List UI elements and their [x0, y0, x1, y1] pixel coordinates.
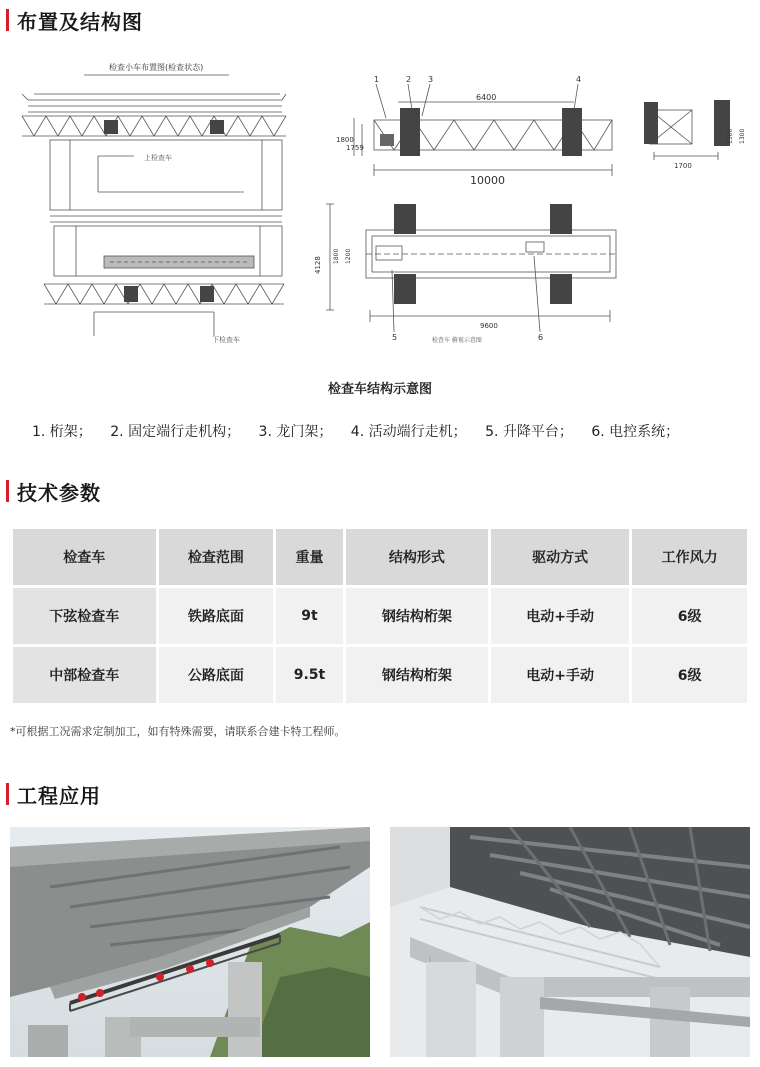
section-title-application — [6, 779, 101, 809]
section-title-text: 技术参数 — [17, 480, 101, 505]
table-header-cell: 检查范围 — [159, 529, 274, 585]
part-item: 5. 升降平台； — [485, 424, 573, 440]
dim-10000: 10000 — [470, 174, 505, 187]
layout-drawing — [22, 62, 286, 344]
title-accent-bar — [6, 783, 9, 805]
table-cell: 下弦检查车 — [13, 588, 156, 644]
table-header-cell: 驱动方式 — [491, 529, 629, 585]
cross-section — [644, 100, 746, 170]
table-header-cell: 工作风力 — [632, 529, 747, 585]
section-title-layout — [6, 5, 143, 35]
section-title-text: 布置及结构图 — [17, 9, 143, 34]
custom-note: *可根据工况需求定制加工，如有特殊需要，请联系合建卡特工程师。 — [10, 725, 346, 738]
parts-list — [32, 421, 693, 441]
section-title-params — [6, 476, 101, 506]
drawing-caption: 检查车结构示意图 — [327, 382, 432, 397]
dim-1759: 1759 — [346, 144, 364, 152]
application-photo-2 — [390, 827, 750, 1057]
application-photo-1 — [10, 827, 370, 1057]
table-cell: 铁路底面 — [159, 588, 274, 644]
dim-1800b: 1800 — [333, 248, 340, 264]
dim-6400: 6400 — [476, 93, 497, 102]
table-cell: 6级 — [632, 647, 747, 703]
table-cell: 9t — [276, 588, 342, 644]
upper-car-note: 上检查车 — [144, 154, 172, 162]
part-item: 2. 固定端行走机构； — [110, 424, 241, 440]
part-item: 6. 电控系统； — [591, 424, 680, 440]
table-cell: 6级 — [632, 588, 747, 644]
truss-elevation — [336, 75, 612, 187]
table-cell: 中部检查车 — [13, 647, 156, 703]
callout-2: 2 — [406, 75, 412, 84]
lower-car-note: 下检查车 — [212, 336, 240, 344]
table-cell: 9.5t — [276, 647, 342, 703]
spec-table — [10, 526, 750, 706]
callout-5: 5 — [392, 333, 398, 342]
callout-6: 6 — [538, 333, 544, 342]
dim-1200: 1200 — [345, 248, 352, 264]
title-accent-bar — [6, 9, 9, 31]
table-cell: 电动+手动 — [491, 647, 629, 703]
part-item: 4. 活动端行走机； — [350, 424, 467, 440]
callout-1: 1 — [374, 75, 380, 84]
section-title-text: 工程应用 — [17, 783, 101, 808]
title-accent-bar — [6, 480, 9, 502]
table-header-cell: 检查车 — [13, 529, 156, 585]
dim-1300: 1300 — [739, 128, 746, 144]
dim-9600: 9600 — [480, 322, 498, 330]
plan-note: 检查车 俯视示意图 — [432, 337, 482, 344]
table-cell: 公路底面 — [159, 647, 274, 703]
callout-4: 4 — [576, 75, 582, 84]
part-item: 1. 桁架； — [32, 424, 92, 440]
dim-1700: 1700 — [674, 162, 692, 170]
table-row — [13, 588, 747, 644]
table-header-cell: 结构形式 — [346, 529, 489, 585]
dim-4128: 4128 — [314, 256, 322, 274]
part-item: 3. 龙门架； — [258, 424, 333, 440]
dim-1800: 1800 — [336, 136, 354, 144]
table-cell: 电动+手动 — [491, 588, 629, 644]
plan-view — [314, 204, 616, 344]
layout-drawing-title: 检查小车布置图(检查状态) — [109, 63, 204, 72]
callout-3: 3 — [428, 75, 434, 84]
dim-1500: 1500 — [727, 128, 734, 144]
structure-drawings — [14, 60, 754, 360]
table-header-cell: 重量 — [276, 529, 342, 585]
table-cell: 钢结构桁架 — [346, 647, 489, 703]
table-row — [13, 647, 747, 703]
table-cell: 钢结构桁架 — [346, 588, 489, 644]
table-header-row — [13, 529, 747, 585]
